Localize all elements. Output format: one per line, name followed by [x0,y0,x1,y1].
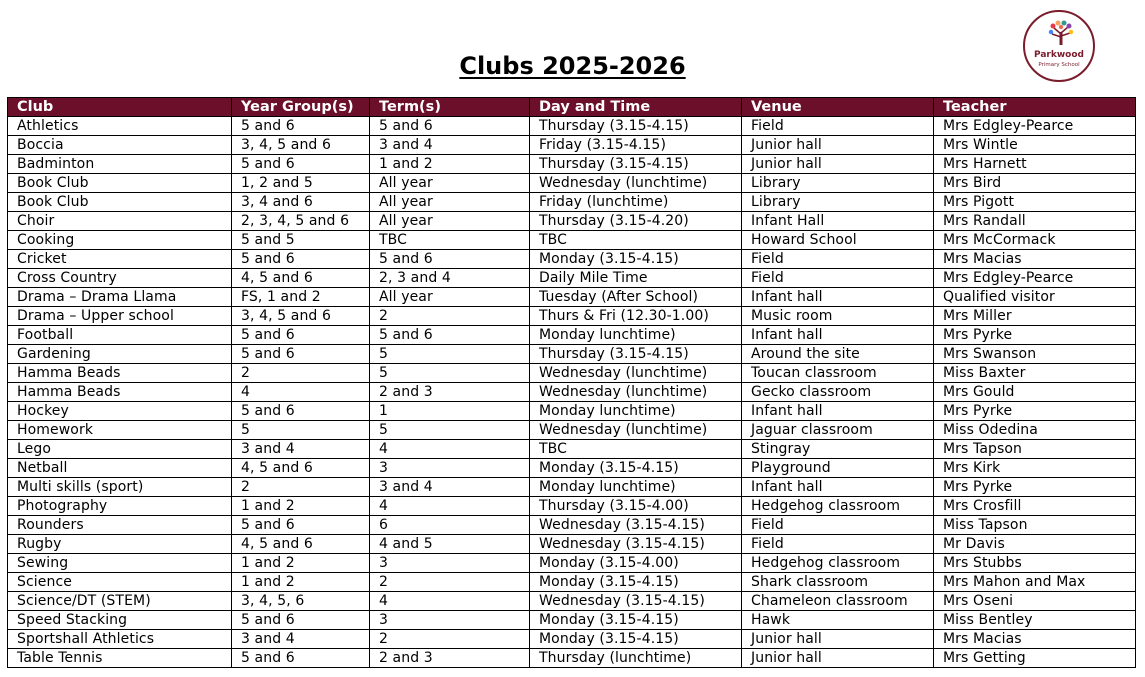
column-header-club: Club [8,98,232,117]
cell-terms: All year [370,174,530,193]
cell-club: Homework [8,421,232,440]
cell-terms: 2 [370,573,530,592]
cell-venue: Hedgehog classroom [742,554,934,573]
cell-terms: 4 and 5 [370,535,530,554]
cell-teacher: Mrs Kirk [934,459,1136,478]
table-row [8,402,1136,421]
cell-terms: All year [370,212,530,231]
cell-year-groups: FS, 1 and 2 [232,288,370,307]
header-row [8,98,1136,117]
table-row [8,459,1136,478]
cell-year-groups: 5 and 6 [232,326,370,345]
cell-venue: Music room [742,307,934,326]
cell-venue: Shark classroom [742,573,934,592]
cell-year-groups: 3, 4 and 6 [232,193,370,212]
cell-teacher: Mrs Mahon and Max [934,573,1136,592]
cell-teacher: Mrs Harnett [934,155,1136,174]
cell-venue: Infant hall [742,402,934,421]
table-row [8,364,1136,383]
cell-day-and-time: Monday lunchtime) [530,478,742,497]
cell-venue: Junior hall [742,630,934,649]
column-header-year-groups: Year Group(s) [232,98,370,117]
cell-year-groups: 5 and 6 [232,402,370,421]
cell-day-and-time: Wednesday (lunchtime) [530,421,742,440]
cell-day-and-time: Friday (lunchtime) [530,193,742,212]
cell-day-and-time: Friday (3.15-4.15) [530,136,742,155]
table-row [8,136,1136,155]
cell-venue: Field [742,117,934,136]
page-title: Clubs 2025-2026 [459,52,686,80]
table-row [8,193,1136,212]
cell-teacher: Mrs Pigott [934,193,1136,212]
cell-teacher: Qualified visitor [934,288,1136,307]
cell-terms: 3 [370,554,530,573]
cell-terms: 3 and 4 [370,136,530,155]
cell-club: Rugby [8,535,232,554]
table-header [8,98,1136,117]
cell-year-groups: 4, 5 and 6 [232,459,370,478]
cell-day-and-time: Monday lunchtime) [530,326,742,345]
cell-venue: Library [742,174,934,193]
table-row [8,307,1136,326]
column-header-venue: Venue [742,98,934,117]
cell-day-and-time: Monday (3.15-4.15) [530,611,742,630]
cell-teacher: Mr Davis [934,535,1136,554]
table-row [8,269,1136,288]
cell-terms: 2 [370,307,530,326]
cell-teacher: Mrs Edgley-Pearce [934,117,1136,136]
cell-teacher: Miss Bentley [934,611,1136,630]
cell-day-and-time: Tuesday (After School) [530,288,742,307]
cell-day-and-time: Thursday (3.15-4.15) [530,155,742,174]
cell-year-groups: 3 and 4 [232,440,370,459]
table-row [8,212,1136,231]
school-logo [1023,10,1095,82]
cell-year-groups: 2 [232,478,370,497]
cell-year-groups: 5 and 6 [232,117,370,136]
cell-venue: Infant hall [742,288,934,307]
cell-day-and-time: Monday (3.15-4.15) [530,630,742,649]
cell-club: Sewing [8,554,232,573]
cell-teacher: Mrs Edgley-Pearce [934,269,1136,288]
cell-year-groups: 3 and 4 [232,630,370,649]
cell-day-and-time: Wednesday (lunchtime) [530,364,742,383]
table-row [8,174,1136,193]
cell-year-groups: 2 [232,364,370,383]
cell-terms: 3 [370,459,530,478]
cell-year-groups: 5 [232,421,370,440]
table-row [8,345,1136,364]
table-row [8,231,1136,250]
cell-club: Science [8,573,232,592]
table-row [8,155,1136,174]
cell-terms: 4 [370,440,530,459]
cell-year-groups: 5 and 6 [232,516,370,535]
cell-venue: Howard School [742,231,934,250]
cell-club: Lego [8,440,232,459]
cell-venue: Junior hall [742,155,934,174]
cell-day-and-time: Thursday (3.15-4.00) [530,497,742,516]
cell-day-and-time: Wednesday (lunchtime) [530,174,742,193]
cell-year-groups: 2, 3, 4, 5 and 6 [232,212,370,231]
cell-teacher: Miss Odedina [934,421,1136,440]
cell-venue: Infant hall [742,326,934,345]
cell-venue: Junior hall [742,649,934,668]
table-row [8,535,1136,554]
table-body [8,117,1136,668]
column-header-day-and-time: Day and Time [530,98,742,117]
cell-teacher: Mrs Getting [934,649,1136,668]
cell-venue: Field [742,516,934,535]
cell-year-groups: 4 [232,383,370,402]
cell-day-and-time: Wednesday (lunchtime) [530,383,742,402]
table-row [8,649,1136,668]
cell-teacher: Mrs Macias [934,250,1136,269]
column-header-terms: Term(s) [370,98,530,117]
cell-teacher: Mrs Gould [934,383,1136,402]
cell-terms: 2 and 3 [370,383,530,402]
cell-teacher: Miss Baxter [934,364,1136,383]
cell-club: Speed Stacking [8,611,232,630]
cell-club: Cooking [8,231,232,250]
cell-teacher: Mrs Oseni [934,592,1136,611]
table-row [8,440,1136,459]
cell-year-groups: 5 and 6 [232,649,370,668]
cell-terms: 5 and 6 [370,117,530,136]
cell-club: Athletics [8,117,232,136]
logo-subtitle: Primary School [1038,62,1080,68]
cell-year-groups: 5 and 6 [232,611,370,630]
table-row [8,516,1136,535]
cell-venue: Gecko classroom [742,383,934,402]
cell-day-and-time: Monday lunchtime) [530,402,742,421]
cell-club: Sportshall Athletics [8,630,232,649]
cell-teacher: Mrs Stubbs [934,554,1136,573]
cell-club: Gardening [8,345,232,364]
cell-teacher: Mrs Tapson [934,440,1136,459]
cell-year-groups: 3, 4, 5, 6 [232,592,370,611]
table-row [8,573,1136,592]
cell-terms: 3 [370,611,530,630]
cell-terms: 2 [370,630,530,649]
table-row [8,497,1136,516]
cell-club: Book Club [8,193,232,212]
cell-venue: Hedgehog classroom [742,497,934,516]
cell-club: Cross Country [8,269,232,288]
cell-teacher: Mrs Wintle [934,136,1136,155]
cell-teacher: Mrs Swanson [934,345,1136,364]
cell-day-and-time: Thursday (3.15-4.15) [530,345,742,364]
cell-day-and-time: Monday (3.15-4.15) [530,250,742,269]
table-row [8,250,1136,269]
cell-club: Netball [8,459,232,478]
cell-teacher: Mrs Pyrke [934,478,1136,497]
cell-club: Table Tennis [8,649,232,668]
cell-club: Hamma Beads [8,383,232,402]
cell-club: Football [8,326,232,345]
cell-terms: 5 [370,421,530,440]
cell-year-groups: 5 and 5 [232,231,370,250]
cell-day-and-time: TBC [530,440,742,459]
cell-year-groups: 4, 5 and 6 [232,535,370,554]
cell-year-groups: 5 and 6 [232,155,370,174]
cell-day-and-time: Wednesday (3.15-4.15) [530,592,742,611]
cell-day-and-time: Monday (3.15-4.15) [530,459,742,478]
cell-venue: Library [742,193,934,212]
cell-venue: Chameleon classroom [742,592,934,611]
cell-day-and-time: TBC [530,231,742,250]
cell-teacher: Mrs Pyrke [934,402,1136,421]
cell-terms: 5 [370,364,530,383]
cell-terms: 5 and 6 [370,326,530,345]
cell-club: Hockey [8,402,232,421]
cell-teacher: Mrs Miller [934,307,1136,326]
cell-year-groups: 1, 2 and 5 [232,174,370,193]
logo-name: Parkwood [1034,50,1084,60]
cell-year-groups: 3, 4, 5 and 6 [232,307,370,326]
table-row [8,554,1136,573]
cell-day-and-time: Monday (3.15-4.15) [530,573,742,592]
table-row [8,478,1136,497]
cell-venue: Hawk [742,611,934,630]
cell-year-groups: 1 and 2 [232,497,370,516]
table-row [8,326,1136,345]
cell-teacher: Mrs Macias [934,630,1136,649]
cell-club: Boccia [8,136,232,155]
cell-venue: Stingray [742,440,934,459]
cell-year-groups: 1 and 2 [232,554,370,573]
cell-club: Drama – Upper school [8,307,232,326]
cell-club: Science/DT (STEM) [8,592,232,611]
cell-club: Rounders [8,516,232,535]
cell-teacher: Mrs Randall [934,212,1136,231]
table-row [8,117,1136,136]
cell-terms: 5 and 6 [370,250,530,269]
cell-club: Book Club [8,174,232,193]
cell-day-and-time: Daily Mile Time [530,269,742,288]
cell-terms: 4 [370,592,530,611]
table-row [8,288,1136,307]
cell-terms: 4 [370,497,530,516]
cell-club: Drama – Drama Llama [8,288,232,307]
table-row [8,421,1136,440]
cell-venue: Field [742,535,934,554]
cell-terms: TBC [370,231,530,250]
cell-terms: 1 and 2 [370,155,530,174]
cell-terms: 5 [370,345,530,364]
cell-day-and-time: Thursday (lunchtime) [530,649,742,668]
cell-day-and-time: Thurs & Fri (12.30-1.00) [530,307,742,326]
table-row [8,630,1136,649]
cell-venue: Playground [742,459,934,478]
cell-day-and-time: Thursday (3.15-4.15) [530,117,742,136]
cell-day-and-time: Wednesday (3.15-4.15) [530,535,742,554]
cell-venue: Infant Hall [742,212,934,231]
cell-teacher: Mrs Pyrke [934,326,1136,345]
cell-club: Hamma Beads [8,364,232,383]
cell-year-groups: 4, 5 and 6 [232,269,370,288]
cell-venue: Junior hall [742,136,934,155]
cell-year-groups: 5 and 6 [232,250,370,269]
table-row [8,383,1136,402]
table-row [8,611,1136,630]
tree-icon [1047,20,1075,46]
cell-teacher: Mrs Crosfill [934,497,1136,516]
cell-year-groups: 1 and 2 [232,573,370,592]
cell-terms: 3 and 4 [370,478,530,497]
cell-terms: 2 and 3 [370,649,530,668]
cell-terms: 1 [370,402,530,421]
cell-venue: Jaguar classroom [742,421,934,440]
clubs-table [7,97,1136,668]
cell-club: Cricket [8,250,232,269]
cell-club: Choir [8,212,232,231]
cell-teacher: Miss Tapson [934,516,1136,535]
cell-venue: Field [742,250,934,269]
cell-day-and-time: Wednesday (3.15-4.15) [530,516,742,535]
cell-club: Photography [8,497,232,516]
cell-terms: All year [370,288,530,307]
cell-day-and-time: Thursday (3.15-4.20) [530,212,742,231]
cell-terms: All year [370,193,530,212]
cell-venue: Field [742,269,934,288]
cell-club: Badminton [8,155,232,174]
cell-venue: Toucan classroom [742,364,934,383]
column-header-teacher: Teacher [934,98,1136,117]
cell-day-and-time: Monday (3.15-4.00) [530,554,742,573]
cell-teacher: Mrs Bird [934,174,1136,193]
cell-year-groups: 3, 4, 5 and 6 [232,136,370,155]
cell-club: Multi skills (sport) [8,478,232,497]
cell-venue: Around the site [742,345,934,364]
table-row [8,592,1136,611]
cell-terms: 2, 3 and 4 [370,269,530,288]
cell-venue: Infant hall [742,478,934,497]
cell-terms: 6 [370,516,530,535]
cell-year-groups: 5 and 6 [232,345,370,364]
cell-teacher: Mrs McCormack [934,231,1136,250]
